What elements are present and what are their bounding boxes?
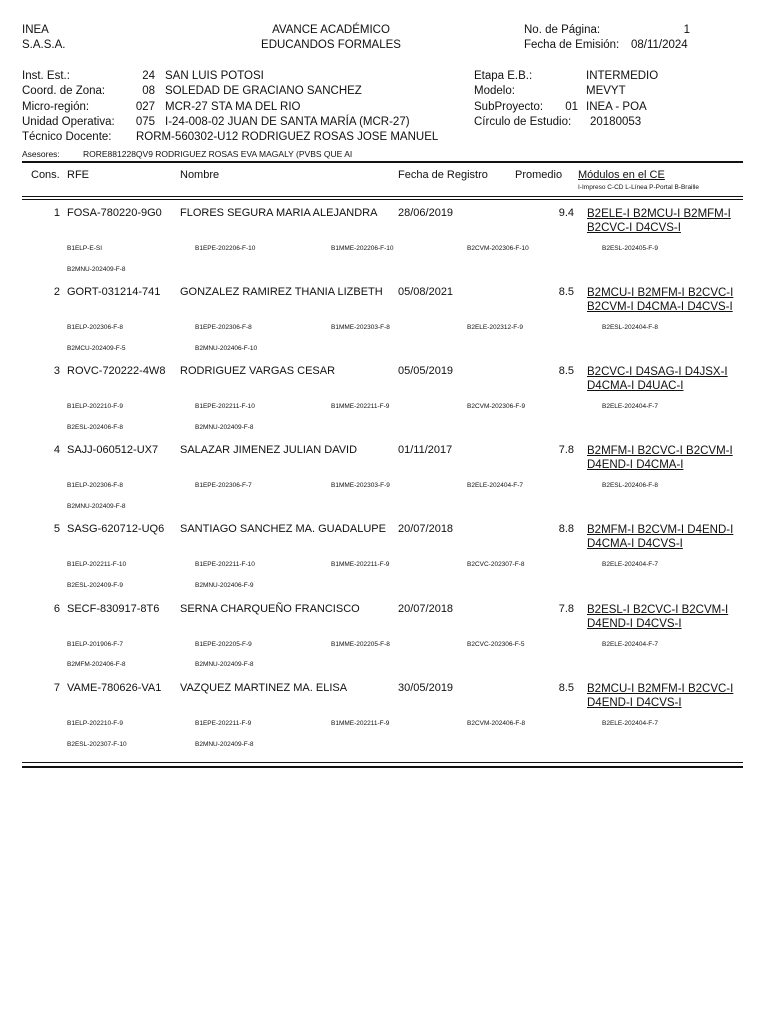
org-subname: S.A.S.A.: [22, 39, 66, 51]
row-record: B2ESL-202406-F-8: [602, 482, 659, 489]
row-record: B2CVC-202306-F-5: [467, 641, 525, 648]
unidad-label: Unidad Operativa:: [22, 116, 115, 128]
row-rfe: VAME-780626-VA1: [67, 682, 162, 694]
row-record: B1ELP-202306-F-8: [67, 482, 124, 489]
row-record: B1ELP-E-SI: [67, 245, 103, 252]
row-cons: 5: [53, 523, 60, 535]
row-record: B1EPE-202211-F-10: [195, 403, 255, 410]
col-header-nombre: Nombre: [180, 169, 220, 181]
row-record: B1ELP-202306-F-8: [67, 324, 124, 331]
row-nombre: SALAZAR JIMENEZ JULIAN DAVID: [180, 444, 358, 456]
col-header-promedio: Promedio: [515, 169, 563, 181]
row-modulos: B2CVC-I D4SAG-I D4JSX-I D4CMA-I D4UAC-I: [587, 366, 728, 392]
modelo-label: Modelo:: [474, 85, 515, 97]
row-record: B2ESL-202409-F-9: [67, 582, 124, 589]
row-record: B1MME-202211-F-9: [331, 403, 390, 410]
micro-label: Micro-región:: [22, 101, 90, 113]
row-record: B2MFM-202406-F-8: [67, 661, 126, 668]
coord-value: SOLEDAD DE GRACIANO SANCHEZ: [165, 85, 362, 97]
row-nombre: SERNA CHARQUEÑO FRANCISCO: [180, 603, 360, 615]
row-cons: 1: [53, 207, 60, 219]
row-modulos: B2ESL-I B2CVC-I B2CVM-I D4END-I D4CVS-I: [587, 604, 729, 630]
row-record: B2MNU-202406-F-9: [195, 582, 254, 589]
row-promedio: 7.8: [558, 603, 574, 615]
row-record: B2ELE-202404-F-7: [602, 641, 659, 648]
modules-legend: I-Impreso C-CD L-Línea P-Portal B-Braille: [578, 184, 700, 191]
report-subtitle: EDUCANDOS FORMALES: [261, 39, 401, 51]
row-record: B2CVM-202306-F-10: [467, 245, 529, 252]
col-header-fecha: Fecha de Registro: [398, 169, 488, 181]
row-record: B1EPE-202306-F-8: [195, 324, 252, 331]
page-number: 1: [683, 24, 690, 36]
row-fecha: 30/05/2019: [398, 682, 454, 694]
row-record: B1ELP-202210-F-9: [67, 403, 124, 410]
row-nombre: SANTIAGO SANCHEZ MA. GUADALUPE: [180, 523, 386, 535]
header-top-rule: [22, 161, 743, 163]
coord-label: Coord. de Zona:: [22, 85, 106, 97]
row-record: B1ELP-202210-F-9: [67, 720, 124, 727]
etapa-label: Etapa E.B.:: [474, 70, 533, 82]
unidad-code: 075: [135, 116, 155, 128]
row-fecha: 05/05/2019: [398, 365, 454, 377]
row-record: B1MME-202205-F-8: [331, 641, 390, 648]
row-record: B2ESL-202307-F-10: [67, 741, 127, 748]
row-record: B1ELP-201906-F-7: [67, 641, 124, 648]
row-cons: 2: [53, 286, 60, 298]
unidad-value: I-24-008-02 JUAN DE SANTA MARÍA (MCR-27): [165, 116, 410, 128]
row-record: B1EPE-202211-F-10: [195, 561, 255, 568]
row-record: B2MNU-202406-F-10: [195, 345, 258, 352]
row-nombre: RODRIGUEZ VARGAS CESAR: [180, 365, 336, 377]
modelo-value: MEVYT: [586, 85, 626, 97]
subproyecto-label: SubProyecto:: [474, 101, 544, 113]
circulo-value: 20180053: [590, 116, 642, 128]
row-record: B2MNU-202409-F-8: [195, 741, 254, 748]
row-record: B1EPE-202205-F-9: [195, 641, 252, 648]
row-record: B2ELE-202404-F-7: [602, 720, 659, 727]
row-record: B2MNU-202409-F-8: [195, 661, 254, 668]
row-modulos: B2ELE-I B2MCU-I B2MFM-I B2CVC-I D4CVS-I: [587, 208, 731, 234]
row-fecha: 01/11/2017: [398, 444, 453, 456]
page-number-label: No. de Página:: [524, 24, 601, 36]
row-record: B2CVC-202307-F-8: [467, 561, 525, 568]
row-rfe: ROVC-720222-4W8: [67, 365, 166, 377]
coord-code: 08: [142, 85, 155, 97]
row-promedio: 9.4: [558, 207, 574, 219]
header-bottom-rule-2: [22, 199, 743, 200]
row-record: B2ESL-202406-F-8: [67, 424, 124, 431]
asesores-value: RORE881228QV9 RODRIGUEZ ROSAS EVA MAGALY (PVBS QUE AI: [83, 149, 353, 159]
row-fecha: 05/08/2021: [398, 286, 454, 298]
row-promedio: 8.5: [558, 682, 574, 694]
row-record: B1ELP-202211-F-10: [67, 561, 127, 568]
subproyecto-value: INEA - POA: [586, 101, 647, 113]
col-header-cons: Cons.: [31, 169, 60, 181]
row-rfe: FOSA-780220-9G0: [67, 207, 162, 219]
circulo-label: Círculo de Estudio:: [474, 116, 572, 128]
row-modulos: B2MCU-I B2MFM-I B2CVC-I D4END-I D4CVS-I: [587, 683, 734, 709]
row-cons: 3: [53, 365, 60, 377]
row-record: B2CVM-202306-F-9: [467, 403, 526, 410]
row-fecha: 20/07/2018: [398, 603, 454, 615]
org-name: INEA: [22, 24, 49, 36]
row-record: B2ESL-202404-F-8: [602, 324, 659, 331]
row-promedio: 8.5: [558, 365, 574, 377]
row-record: B2ESL-202405-F-9: [602, 245, 659, 252]
inst-label: Inst. Est.:: [22, 70, 70, 82]
row-fecha: 28/06/2019: [398, 207, 454, 219]
row-record: B2ELE-202404-F-7: [602, 561, 659, 568]
row-nombre: FLORES SEGURA MARIA ALEJANDRA: [180, 207, 378, 219]
micro-code: 027: [135, 101, 155, 113]
inst-value: SAN LUIS POTOSI: [165, 70, 264, 82]
row-record: B2CVM-202406-F-8: [467, 720, 526, 727]
row-fecha: 20/07/2018: [398, 523, 454, 535]
row-record: B2MNU-202409-F-8: [67, 266, 126, 273]
row-record: B1EPE-202206-F-10: [195, 245, 256, 252]
inst-code: 24: [142, 70, 155, 82]
row-record: B2MCU-202409-F-5: [67, 345, 126, 352]
tecnico-label: Técnico Docente:: [22, 131, 112, 143]
col-header-rfe: RFE: [67, 169, 89, 181]
row-record: B2ELE-202312-F-9: [467, 324, 524, 331]
row-modulos: B2MCU-I B2MFM-I B2CVC-I B2CVM-I D4CMA-I D4CVS-I: [587, 287, 734, 313]
row-record: B1MME-202303-F-9: [331, 482, 390, 489]
row-modulos: B2MFM-I B2CVC-I B2CVM-I D4END-I D4CMA-I: [587, 445, 733, 471]
row-record: B1EPE-202211-F-9: [195, 720, 252, 727]
asesores-label: Asesores:: [22, 149, 60, 159]
row-record: B2ELE-202404-F-7: [467, 482, 524, 489]
etapa-value: INTERMEDIO: [586, 70, 659, 82]
row-cons: 4: [53, 444, 60, 456]
row-record: B2MNU-202409-F-8: [195, 424, 254, 431]
subproyecto-code: 01: [565, 101, 578, 113]
row-record: B1EPE-202306-F-7: [195, 482, 252, 489]
row-record: B2MNU-202409-F-8: [67, 503, 126, 510]
row-promedio: 8.8: [558, 523, 574, 535]
emission-date-label: Fecha de Emisión:: [524, 39, 620, 51]
footer-rule-2: [22, 766, 743, 768]
row-record: B1MME-202211-F-9: [331, 720, 390, 727]
row-record: B1MME-202206-F-10: [331, 245, 394, 252]
row-promedio: 8.5: [558, 286, 574, 298]
row-cons: 7: [53, 682, 60, 694]
row-rfe: SECF-830917-8T6: [67, 603, 160, 615]
footer-rule: [22, 762, 743, 763]
micro-value: MCR-27 STA MA DEL RIO: [165, 101, 301, 113]
row-rfe: SASG-620712-UQ6: [67, 523, 165, 535]
row-record: B1MME-202211-F-9: [331, 561, 390, 568]
row-promedio: 7.8: [558, 444, 574, 456]
col-header-modulos: Módulos en el CE: [578, 169, 665, 181]
emission-date: 08/11/2024: [631, 39, 688, 51]
row-nombre: VAZQUEZ MARTINEZ MA. ELISA: [180, 682, 348, 694]
row-record: B2ELE-202404-F-7: [602, 403, 659, 410]
row-cons: 6: [53, 603, 60, 615]
row-rfe: GORT-031214-741: [67, 286, 161, 298]
report-title: AVANCE ACADÉMICO: [272, 24, 390, 36]
row-rfe: SAJJ-060512-UX7: [67, 444, 159, 456]
header-bottom-rule: [22, 196, 743, 197]
row-modulos: B2MFM-I B2CVM-I D4END-I D4CMA-I D4CVS-I: [587, 524, 734, 550]
row-nombre: GONZALEZ RAMIREZ THANIA LIZBETH: [180, 286, 383, 298]
tecnico-value: RORM-560302-U12 RODRIGUEZ ROSAS JOSE MANUEL: [136, 131, 439, 143]
row-record: B1MME-202303-F-8: [331, 324, 390, 331]
